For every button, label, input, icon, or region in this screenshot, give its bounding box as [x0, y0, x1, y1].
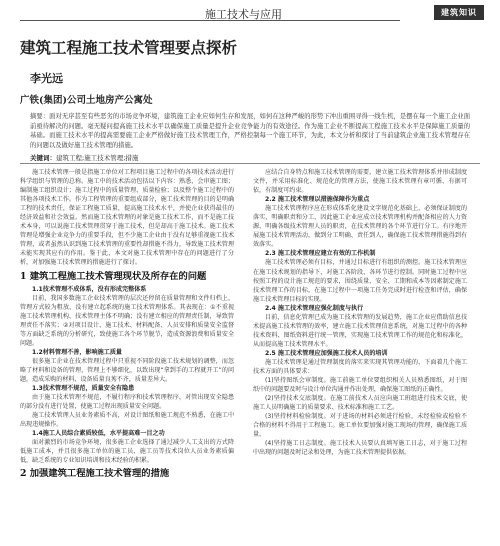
keywords-label: 关键词：	[30, 154, 56, 162]
body-paragraph: 目前，我国多数施工企业技术管理的层次还停留在质量管理和文件归档上，管理方式较为粗放，没有建立起系统的施工技术管理体系。其表现在：①不重视施工技术管理机构、技术管理主体不明确；没有建立相应的管理责任制，导致管理责任不落实；②对项目设计、施工技术、材料配备、人员安排和质量安全监督等方面缺乏系统的分析研究，致使施工各个环节脱节，造成资源浪费和质量安全问题。	[20, 294, 234, 347]
abstract: 摘要：面对无序甚至有些恶劣的市场竞争环境，建筑施工企业应如何生存和发展，如何在这种严峻的形势下冲出重围寻得一线生机，是摆在每一个施工企业面前亟待解决的问题。毫无疑问提高施工技术水平以确保施工质量是提升企业竞争能力的有效途径。作为施工企业不断提高工程施工技术水平是保障施工质量的基础。而施工技术水平的提高需要施工企业严格做好施工技术管理工作，严格控制每一个施工环节，为此，本文分析和探讨了当前建筑企业施工技术管理存在的问题以及做好施工技术管理的措施。	[30, 113, 470, 150]
body-paragraph: 施工技术管理必须有目标，并通过目标进行有组织的测控。施工技术管理应在施工技术规划的指导下，对施工各阶段、各环节进行控制。同时施工过程中应按照工程的设计施工规范的要求，围绕质量、安全、工期和成本等因素制定施工技术管理工作的目标，在施工过程中一项施工任务完成时进行检查和评估，确保施工技术管理目标的实现。	[253, 259, 467, 303]
author-affiliation: 广铁(集团)公司土地房产公寓处	[20, 95, 153, 106]
body-paragraph: 施工技术管理人员业务素质不高，对设计图纸和施工规范不熟悉，在施工中出现违规操作。	[20, 412, 234, 429]
body-paragraph: 由于施工技术管理不规范，不履行程序和技术管理程序，对管出现安全隐患的部分没有进行处置，使施工过程出现质量安全问题。	[20, 394, 234, 411]
body-paragraph: (2)坚持技术交底制度。在施工前技术人员应向施工班组进行技术交底，使施工人员明确施工的质量要求、技术标准和施工工艺。	[253, 395, 467, 412]
body-paragraph: 目前，信息化管理已成为施工技术管理的发展趋势，施工企业应借助信息技术提高施工技术管理的效率，建立施工技术管理信息系统，对施工过程中的各种技术资料、图纸资料进行统一管理，实现施工技术管理工作的规范化和标准化，从而提高施工技术管理水平。	[253, 313, 467, 348]
right-column	[253, 168, 467, 540]
section-heading: 1.3技术管理不规范，质量安全有隐患	[32, 385, 135, 393]
body-paragraph: 面对激烈的市场竞争环境，很多施工企业选择了通过减少人工支出的方式降低施工成本，并且很多施工单位的施工员、施工员等技术岗位人员业务素质偏低，缺乏系统的专业知识培训和技术经验的积累。	[20, 439, 234, 465]
body-paragraph: 很多施工企业在技术管理过程中只重视不同阶段施工技术规划的调整，而忽略了材料和设备的管理，管理上不够细化，以致出现“拿到手的工程就开工”的问题，造成采购的材料、设备质量良莠不齐，质量差异大。	[20, 357, 234, 383]
section-heading: 1 建筑工程施工技术管理现状及所存在的问题	[20, 270, 207, 282]
section-heading: 2.4 施工技术管理应强化制度与执行	[265, 304, 364, 312]
left-column	[20, 168, 234, 540]
body-paragraph: (4)坚持施工日志制度。施工技术人员要认真填写施工日志，对于施工过程中出现的问题及时记录和处理，为施工技术管理提供依据。	[253, 440, 467, 457]
section-heading: 1.2材料管理不善，影响施工质量	[32, 348, 123, 356]
journal-section-label: 施工技术与应用	[205, 8, 282, 21]
body-paragraph: (3)坚持材料检验制度。对于进场的材料必须进行检验，未经检验或检验不合格的材料不得用于工程施工。施工单位要加强对施工现场的管理，确保施工质量。	[253, 413, 467, 439]
section-heading: 2.2 施工技术管理以措施保障作为重点	[265, 196, 370, 204]
article-title: 建筑工程施工技术管理要点探析	[20, 38, 238, 57]
body-paragraph: 施工技术管理一般是指施工单位对工程项目施工过程中的各项技术活动进行科学组织与管理的总称。施工中的技术活动包括以下内容：熟悉、会审施工图；编制施工组织设计；施工过程中的质量管理、质量检验；以及整个施工过程中的其他各项技术工作。作为工程管理的重要组成部分，施工技术管理的目的是明确工程的技术责任，保证工程施工质量，提高施工技术水平，并使企业获得最佳的经济效益和社会效益。然而施工技术管理的对象是施工技术工作，而不是施工技术本身，可以说施工技术管理贯穿于施工技术，但是却高于施工技术。施工技术管理是增强企业竞争力的重要手段，但不少施工企业由于没有足够重视施工技术管理，或者虽然认识到施工技术管理的重要性却措施不得力，导致施工技术管理未能实现其应有的作用。鉴于此，本文对施工技术管理中存在的问题进行了分析，对加强施工技术管理的措施进行了探讨。	[20, 169, 234, 267]
article-author: 李光远	[30, 72, 63, 85]
body-paragraph: (1)坚持图纸会审制度。施工前施工单位要组织相关人员熟悉图纸，对于图纸中的问题要及时与设计单位沟通并作出处理，确保施工图纸的正确性。	[253, 377, 467, 394]
section-heading: 1.4施工人员综合素质较低，水平提高难一目之功	[32, 430, 165, 438]
abstract-divider	[20, 163, 480, 164]
section-heading: 2.3 施工技术管理应建立有效的工作机制	[265, 250, 376, 258]
section-heading: 2 加强建筑工程施工技术管理的措施	[20, 468, 170, 480]
keywords-text: 建筑工程;施工技术管理;措施	[56, 154, 139, 162]
body-paragraph: 施工技术管理程序应在形成体系化建设文字规范化基础上，必须保证制度的落实，明确职责和分工，因此施工企业应成立技术管理机构并配备相应的人力资源，明确各级技术管理人员的职责，在技术管理的各个环节进行分工。有序地开展施工技术管理活动，做到分工明确、责任到人，确保施工技术管理措施得到有效落实。	[253, 205, 467, 249]
section-heading: 1.1技术管理不成体系，没有形成完整体系	[32, 285, 147, 293]
page-header	[0, 0, 500, 26]
section-heading: 2.5 施工技术管理应加强施工技术人员的培训	[265, 349, 388, 357]
keywords	[30, 153, 138, 162]
body-paragraph: 施工技术管理是通过管理制度的落实来实现其管理功能的，下面着几个施工技术方面的具体要求：	[253, 358, 467, 376]
body-paragraph: 应结合自身特点和施工技术管理的需要，建立施工技术管理体系并形成制度文件，并采用标准化、规范化的管理方法，使施工技术管理有章可循、有据可依，有制度可约束。	[253, 169, 467, 195]
journal-badge: 建筑知识	[434, 5, 484, 20]
